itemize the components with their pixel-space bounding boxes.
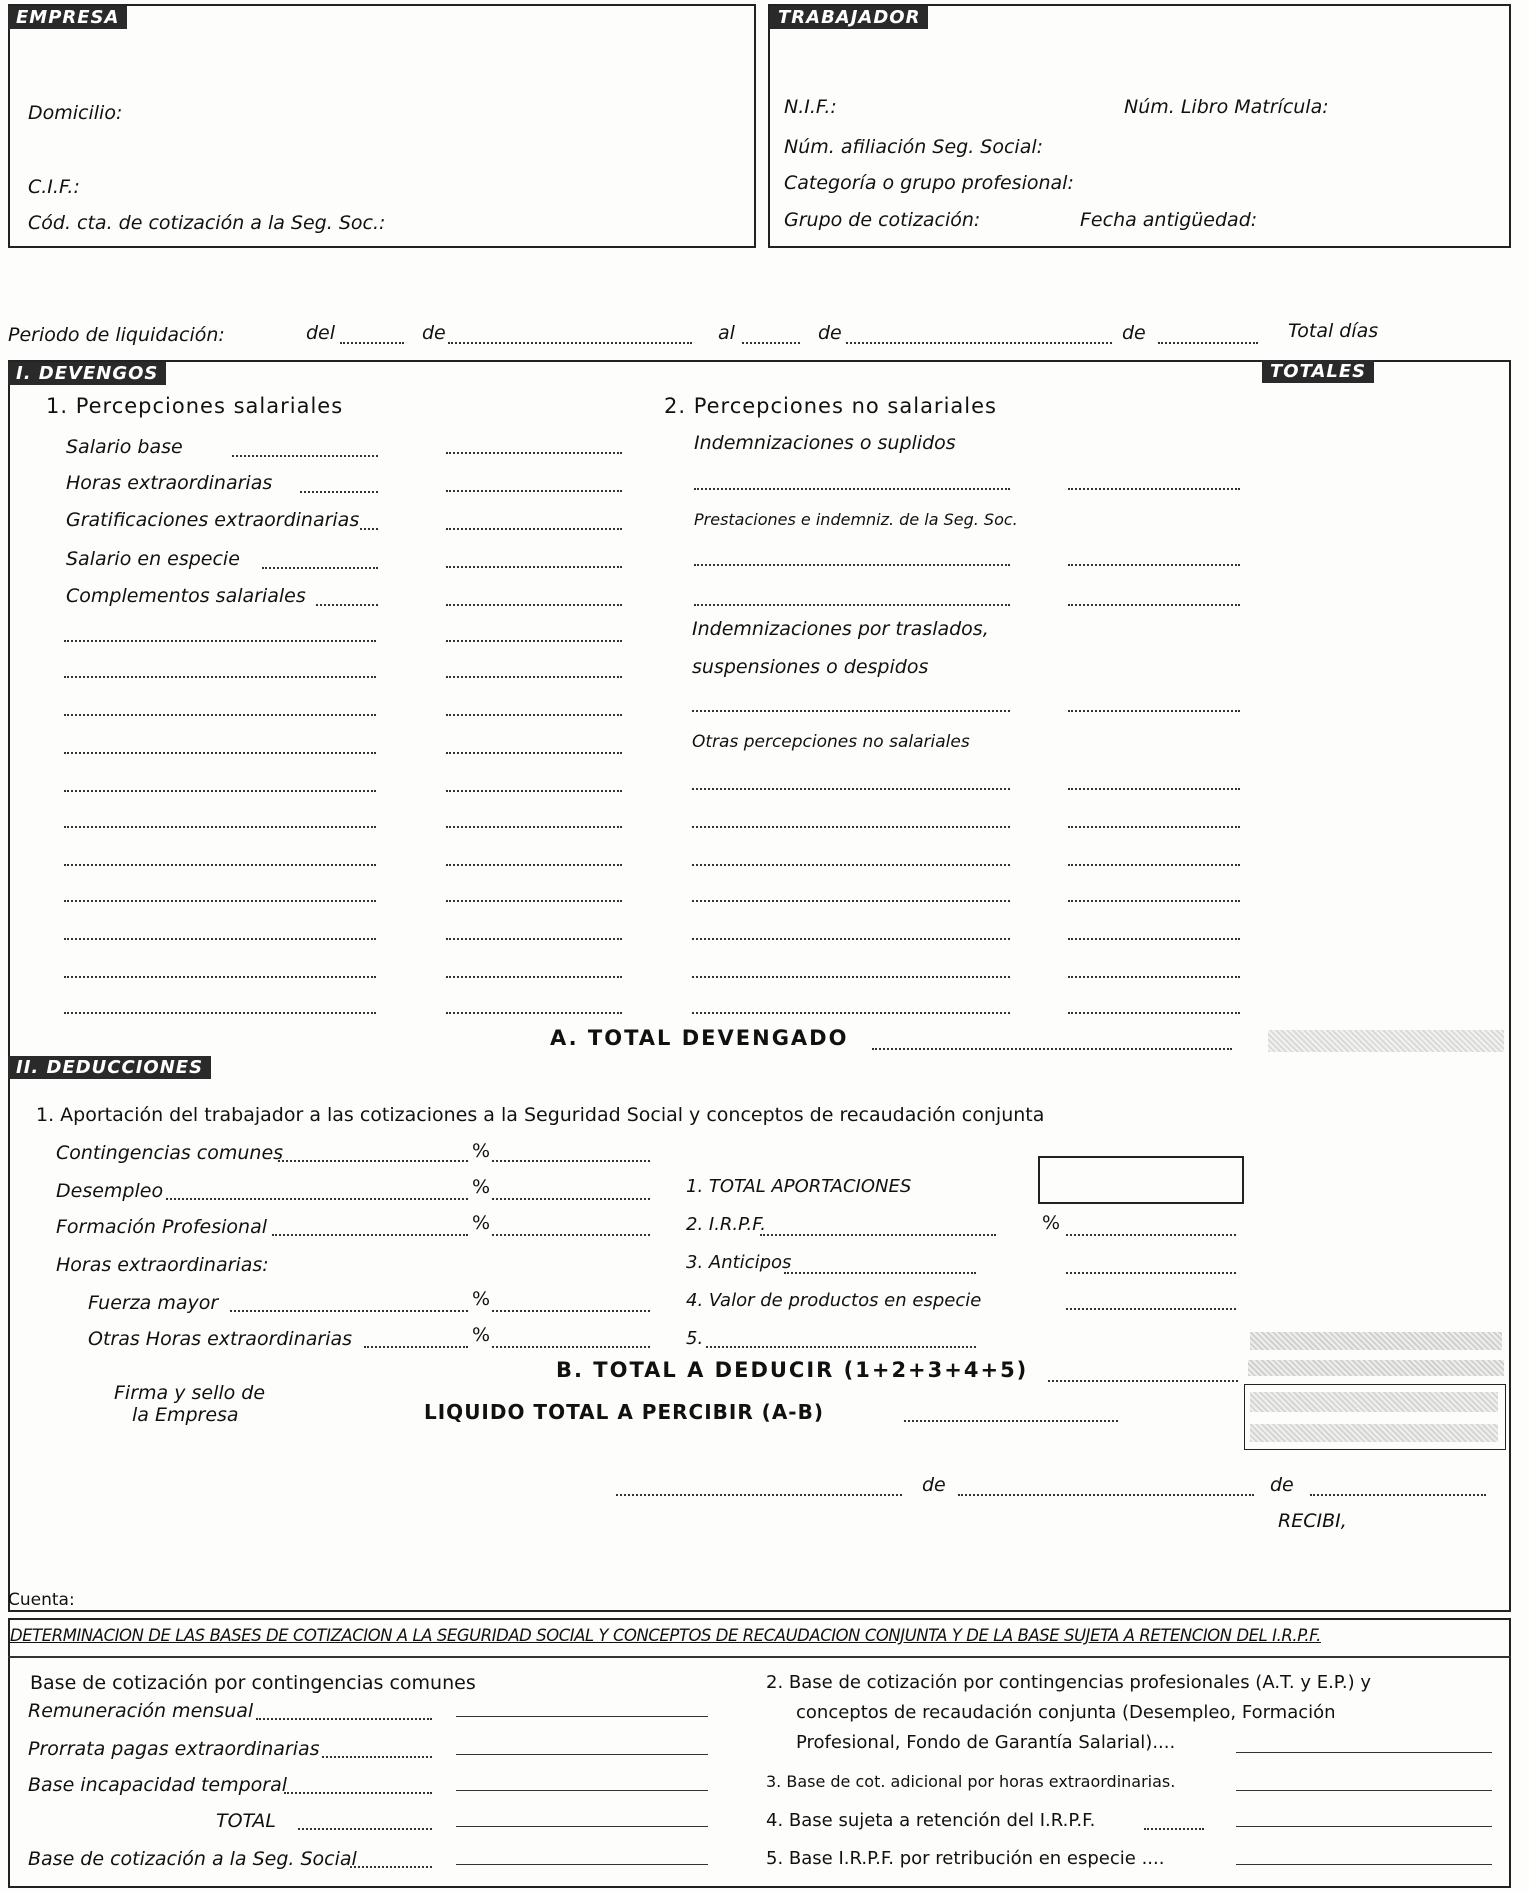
irpf-leader	[760, 1234, 996, 1236]
remuneracion-field[interactable]	[456, 1716, 708, 1717]
prestaciones-blank[interactable]	[694, 564, 1010, 566]
otras-blank[interactable]	[692, 900, 1010, 902]
gratificaciones-label: Gratificaciones extraordinarias	[66, 509, 360, 531]
salario-especie-label: Salario en especie	[66, 548, 240, 570]
anticipos-leader	[784, 1272, 976, 1274]
otras-blank[interactable]	[692, 938, 1010, 940]
fuerza-mayor-label: Fuerza mayor	[88, 1292, 219, 1314]
formacion-label: Formación Profesional	[56, 1216, 267, 1238]
fecha-de-b: de	[1270, 1474, 1294, 1496]
base-ss-field[interactable]	[456, 1864, 708, 1865]
otras-blank[interactable]	[692, 1012, 1010, 1014]
otras-blank[interactable]	[692, 976, 1010, 978]
incapacidad-field[interactable]	[456, 1790, 708, 1791]
gratificaciones-leader	[360, 528, 378, 530]
trabajador-tag: TRABAJADOR	[770, 6, 928, 29]
salarial-blank-label[interactable]	[64, 790, 376, 792]
salarial-blank-label[interactable]	[64, 900, 376, 902]
salario-especie-leader	[262, 567, 378, 569]
formacion-field[interactable]	[492, 1234, 650, 1236]
salarial-blank-field[interactable]	[446, 714, 622, 716]
firma-line-2: la Empresa	[132, 1404, 239, 1426]
periodo-anio-field[interactable]	[1158, 342, 1258, 344]
horas-extra-base-field[interactable]	[1236, 1790, 1492, 1791]
prestaciones-blank[interactable]	[694, 604, 1010, 606]
otras-horas-label: Otras Horas extraordinarias	[88, 1328, 353, 1350]
total-bases-label: TOTAL	[216, 1810, 277, 1832]
base-ss-label: Base de cotización a la Seg. Social	[28, 1848, 357, 1870]
contingencias-field[interactable]	[492, 1160, 650, 1162]
horas-extra-ded-label: Horas extraordinarias:	[56, 1254, 269, 1276]
fecha-antiguedad-label: Fecha antigüedad:	[1080, 209, 1258, 231]
irpf-base-field[interactable]	[1236, 1826, 1492, 1827]
gratificaciones-field[interactable]	[446, 528, 622, 530]
desempleo-pct: %	[472, 1176, 491, 1198]
contingencias-pct: %	[472, 1140, 491, 1162]
remuneracion-label: Remuneración mensual	[28, 1700, 254, 1722]
salarial-blank-label[interactable]	[64, 640, 376, 642]
prestaciones-field[interactable]	[1068, 604, 1240, 606]
periodo-del: del	[306, 322, 336, 344]
otras-field[interactable]	[1068, 976, 1240, 978]
periodo-de2: de	[818, 322, 842, 344]
salarial-blank-label[interactable]	[64, 938, 376, 940]
irpf-base-label: 4. Base sujeta a retención del I.R.P.F.	[766, 1810, 1096, 1831]
periodo-label: Periodo de liquidación:	[8, 324, 225, 346]
total-deducir-label: B. TOTAL A DEDUCIR (1+2+3+4+5)	[556, 1358, 1029, 1382]
irpf-base-leader	[1144, 1828, 1204, 1830]
grupo-cotizacion-label: Grupo de cotización:	[784, 209, 981, 231]
otras-field[interactable]	[1068, 900, 1240, 902]
salarial-blank-field[interactable]	[446, 900, 622, 902]
irpf-pct: %	[1042, 1212, 1061, 1234]
prof-field[interactable]	[1236, 1752, 1492, 1753]
traslados-label-1: Indemnizaciones por traslados,	[692, 618, 989, 640]
prof-line-3: Profesional, Fondo de Garantía Salarial)....	[796, 1732, 1176, 1753]
fecha-de-a: de	[922, 1474, 946, 1496]
salarial-blank-field[interactable]	[446, 676, 622, 678]
irpf-label: 2. I.R.P.F.	[686, 1214, 767, 1235]
anticipos-label: 3. Anticipos	[686, 1252, 792, 1273]
prorrata-label: Prorrata pagas extraordinarias	[28, 1738, 320, 1760]
cuenta-label: Cuenta:	[8, 1590, 75, 1610]
liquido-leader	[904, 1420, 1118, 1422]
devengos-tag: I. DEVENGOS	[8, 362, 166, 385]
categoria-label: Categoría o grupo profesional:	[784, 172, 1074, 194]
periodo-mes2-field[interactable]	[846, 342, 1112, 344]
traslados-label-2: suspensiones o despidos	[692, 656, 929, 678]
periodo-al-field[interactable]	[742, 342, 800, 344]
traslados-blank[interactable]	[692, 710, 1010, 712]
periodo-al: al	[718, 322, 735, 344]
irpf-field[interactable]	[1066, 1234, 1236, 1236]
total-deducir-leader	[1048, 1380, 1238, 1382]
irpf-especie-field[interactable]	[1236, 1864, 1492, 1865]
lugar-field[interactable]	[616, 1494, 902, 1496]
salario-base-label: Salario base	[66, 436, 183, 458]
domicilio-label: Domicilio:	[28, 102, 123, 124]
otras-field[interactable]	[1068, 826, 1240, 828]
total-devengado-leader	[872, 1048, 1232, 1050]
salarial-blank-field[interactable]	[446, 938, 622, 940]
totales-tag: TOTALES	[1262, 360, 1374, 383]
salarial-blank-label[interactable]	[64, 826, 376, 828]
otras-percepciones-label: Otras percepciones no salariales	[692, 732, 970, 752]
prof-line-2: conceptos de recaudación conjunta (Desempleo, Formación	[796, 1702, 1336, 1723]
irpf-especie-label: 5. Base I.R.P.F. por retribución en especie ....	[766, 1848, 1165, 1869]
valor-productos-label: 4. Valor de productos en especie	[686, 1290, 982, 1311]
indemnizaciones-suplidos-label: Indemnizaciones o suplidos	[694, 432, 956, 454]
total-devengado-label: A. TOTAL DEVENGADO	[550, 1026, 849, 1050]
periodo-de3: de	[1122, 322, 1146, 344]
salarial-blank-field[interactable]	[446, 752, 622, 754]
salarial-blank-label[interactable]	[64, 976, 376, 978]
contingencias-comunes-label: Base de cotización por contingencias comunes	[30, 1672, 476, 1694]
complementos-leader	[316, 604, 378, 606]
complementos-field[interactable]	[446, 604, 622, 606]
salarial-blank-field[interactable]	[446, 864, 622, 866]
liquido-label: LIQUIDO TOTAL A PERCIBIR (A-B)	[424, 1400, 824, 1424]
liquido-total-shade	[1250, 1392, 1498, 1412]
salarial-blank-field[interactable]	[446, 790, 622, 792]
fuerza-mayor-pct: %	[472, 1288, 491, 1310]
prorrata-leader	[322, 1756, 432, 1758]
salario-base-leader	[232, 455, 378, 457]
prestaciones-field[interactable]	[1068, 564, 1240, 566]
no-salariales-title: 2. Percepciones no salariales	[664, 394, 997, 418]
salarial-blank-label[interactable]	[64, 676, 376, 678]
horas-extra-field[interactable]	[446, 490, 622, 492]
salarial-blank-field[interactable]	[446, 640, 622, 642]
prof-line-1: 2. Base de cotización por contingencias profesionales (A.T. y E.P.) y	[766, 1672, 1371, 1693]
cinco-total[interactable]	[1250, 1332, 1502, 1350]
remuneracion-leader	[256, 1718, 432, 1720]
total-aportaciones-label: 1. TOTAL APORTACIONES	[686, 1176, 912, 1197]
traslados-field[interactable]	[1068, 710, 1240, 712]
num-afiliacion-label: Núm. afiliación Seg. Social:	[784, 136, 1044, 158]
otras-field[interactable]	[1068, 864, 1240, 866]
horas-extra-base-label: 3. Base de cot. adicional por horas extraordinarias.	[766, 1772, 1176, 1791]
salarial-blank-label[interactable]	[64, 1012, 376, 1014]
otras-horas-field[interactable]	[492, 1346, 650, 1348]
periodo-del-field[interactable]	[340, 342, 404, 344]
otras-horas-pct: %	[472, 1324, 491, 1346]
otras-blank[interactable]	[692, 864, 1010, 866]
desempleo-field[interactable]	[492, 1198, 650, 1200]
contingencias-leader	[278, 1160, 468, 1162]
cinco-label: 5.	[686, 1328, 704, 1349]
salario-base-field[interactable]	[446, 452, 622, 454]
total-aportaciones-field[interactable]	[1038, 1156, 1244, 1204]
fuerza-mayor-field[interactable]	[492, 1310, 650, 1312]
cif-label: C.I.F.:	[28, 176, 80, 198]
otras-horas-leader	[364, 1346, 468, 1348]
salarial-blank-label[interactable]	[64, 714, 376, 716]
incapacidad-label: Base incapacidad temporal	[28, 1774, 288, 1796]
salarial-blank-label[interactable]	[64, 752, 376, 754]
complementos-label: Complementos salariales	[66, 585, 306, 607]
fuerza-mayor-leader	[230, 1310, 468, 1312]
incapacidad-leader	[284, 1792, 432, 1794]
deducciones-tag: II. DEDUCCIONES	[8, 1056, 211, 1079]
desempleo-label: Desempleo	[56, 1180, 164, 1202]
contingencias-label: Contingencias comunes	[56, 1142, 284, 1164]
bases-title: DETERMINACION DE LAS BASES DE COTIZACION A LA SEGURIDAD SOCIAL Y CONCEPTOS DE RECAUDACION CONJUNTA Y DE LA BASE SUJETA A RETENCION DEL I.R.P.F.	[10, 1626, 1321, 1645]
otras-field[interactable]	[1068, 788, 1240, 790]
empresa-tag: EMPRESA	[8, 6, 127, 29]
salario-especie-field[interactable]	[446, 566, 622, 568]
liquido-total-shade	[1250, 1424, 1498, 1442]
salarial-blank-field[interactable]	[446, 1012, 622, 1014]
indemnizaciones-suplidos-blank[interactable]	[694, 488, 1010, 490]
aportacion-title: 1. Aportación del trabajador a las cotizaciones a la Seguridad Social y conceptos de recaudación conjunta	[36, 1104, 1045, 1126]
salariales-title: 1. Percepciones salariales	[46, 394, 344, 418]
horas-extra-label: Horas extraordinarias	[66, 472, 273, 494]
periodo-de1: de	[422, 322, 446, 344]
formacion-pct: %	[472, 1212, 491, 1234]
total-bases-leader	[298, 1828, 432, 1830]
formacion-leader	[272, 1234, 468, 1236]
cinco-leader	[706, 1346, 976, 1348]
indemnizaciones-suplidos-field[interactable]	[1068, 488, 1240, 490]
total-bases-field[interactable]	[456, 1826, 708, 1827]
prestaciones-label: Prestaciones e indemniz. de la Seg. Soc.	[694, 510, 1018, 529]
horas-extra-leader	[300, 491, 378, 493]
salarial-blank-field[interactable]	[446, 826, 622, 828]
fecha-mes-field[interactable]	[958, 1494, 1254, 1496]
total-devengado-total[interactable]	[1268, 1030, 1504, 1052]
fecha-anio-field[interactable]	[1310, 1494, 1486, 1496]
otras-blank[interactable]	[692, 788, 1010, 790]
otras-blank[interactable]	[692, 826, 1010, 828]
cod-cta-label: Cód. cta. de cotización a la Seg. Soc.:	[28, 212, 386, 234]
valor-productos-field[interactable]	[1066, 1308, 1236, 1310]
otras-field[interactable]	[1068, 1012, 1240, 1014]
num-libro-label: Núm. Libro Matrícula:	[1124, 96, 1329, 118]
anticipos-field[interactable]	[1066, 1272, 1236, 1274]
firma-line-1: Firma y sello de	[114, 1382, 266, 1404]
recibi-label: RECIBI,	[1278, 1510, 1347, 1532]
total-deducir-total[interactable]	[1248, 1360, 1504, 1376]
desempleo-leader	[166, 1198, 468, 1200]
periodo-mes-field[interactable]	[448, 342, 692, 344]
total-dias-label: Total días	[1288, 320, 1379, 342]
bases-title-rule	[8, 1656, 1511, 1658]
nif-label: N.I.F.:	[784, 96, 837, 118]
prorrata-field[interactable]	[456, 1754, 708, 1755]
salarial-blank-field[interactable]	[446, 976, 622, 978]
base-ss-leader	[350, 1866, 432, 1868]
salarial-blank-label[interactable]	[64, 864, 376, 866]
otras-field[interactable]	[1068, 938, 1240, 940]
